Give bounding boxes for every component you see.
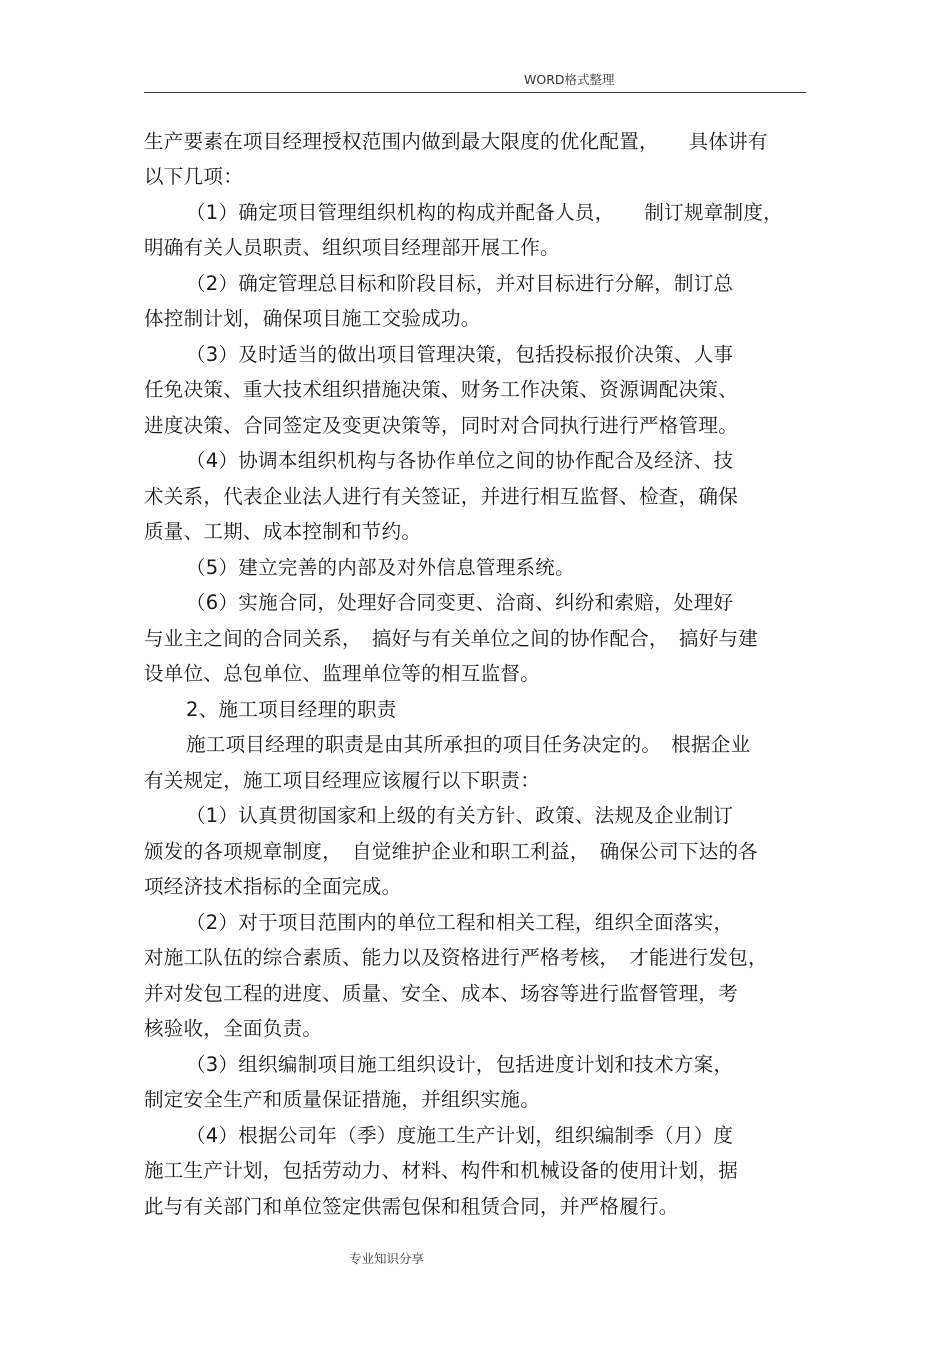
text-line: （5）建立完善的内部及对外信息管理系统。 bbox=[186, 556, 575, 579]
text-line: （3）及时适当的做出项目管理决策，包括投标报价决策、人事 bbox=[186, 343, 734, 366]
text-line: 进度决策、合同签定及变更决策等，同时对合同执行进行严格管理。 bbox=[144, 414, 739, 437]
text-line: 核验收，全面负责。 bbox=[144, 1017, 323, 1040]
text-line: 有关规定，施工项目经理应该履行以下职责： bbox=[144, 769, 541, 792]
text-line: 施工项目经理的职责是由其所承担的项目任务决定的。 根据企业 bbox=[186, 733, 751, 756]
text-line: 对施工队伍的综合素质、能力以及资格进行严格考核， 才能进行发包， bbox=[144, 946, 768, 969]
page-header bbox=[144, 68, 806, 93]
text-line: 生产要素在项目经理授权范围内做到最大限度的优化配置， 具体讲有 bbox=[144, 130, 768, 153]
page-footer: 专业知识分享 bbox=[349, 1251, 425, 1266]
text-line: 项经济技术指标的全面完成。 bbox=[144, 875, 402, 898]
text-line: 明确有关人员职责、组织项目经理部开展工作。 bbox=[144, 236, 560, 259]
text-line: （4）协调本组织机构与各协作单位之间的协作配合及经济、技 bbox=[186, 449, 734, 472]
text-line: 术关系，代表企业法人进行有关签证，并进行相互监督、检查，确保 bbox=[144, 485, 739, 508]
text-line: 体控制计划，确保项目施工交验成功。 bbox=[144, 307, 481, 330]
text-line: 任免决策、重大技术组织措施决策、财务工作决策、资源调配决策、 bbox=[144, 378, 739, 401]
header-title: WORD格式整理 bbox=[524, 72, 615, 87]
text-line: （2）对于项目范围内的单位工程和相关工程，组织全面落实， bbox=[186, 911, 734, 934]
text-line: （4）根据公司年（季）度施工生产计划，组织编制季（月）度 bbox=[186, 1124, 734, 1147]
text-line: 此与有关部门和单位签定供需包保和租赁合同，并严格履行。 bbox=[144, 1195, 679, 1218]
text-line: 颁发的各项规章制度， 自觉维护企业和职工利益， 确保公司下达的各 bbox=[144, 840, 759, 863]
text-line: 设单位、总包单位、监理单位等的相互监督。 bbox=[144, 662, 541, 685]
text-line: （1）确定项目管理组织机构的构成并配备人员， 制订规章制度， bbox=[186, 201, 783, 224]
text-line: 以下几项： bbox=[144, 165, 244, 188]
text-line: （1）认真贯彻国家和上级的有关方针、政策、法规及企业制订 bbox=[186, 804, 734, 827]
text-line: 并对发包工程的进度、质量、安全、成本、场容等进行监督管理，考 bbox=[144, 982, 739, 1005]
text-line: 2、施工项目经理的职责 bbox=[186, 698, 397, 721]
text-line: （6）实施合同，处理好合同变更、洽商、纠纷和索赔，处理好 bbox=[186, 591, 734, 614]
text-line: （3）组织编制项目施工组织设计，包括进度计划和技术方案， bbox=[186, 1053, 734, 1076]
text-line: 质量、工期、成本控制和节约。 bbox=[144, 520, 422, 543]
text-line: 施工生产计划，包括劳动力、材料、构件和机械设备的使用计划，据 bbox=[144, 1159, 739, 1182]
text-line: 制定安全生产和质量保证措施，并组织实施。 bbox=[144, 1088, 541, 1111]
text-line: 与业主之间的合同关系， 搞好与有关单位之间的协作配合， 搞好与建 bbox=[144, 627, 759, 650]
text-line: （2）确定管理总目标和阶段目标，并对目标进行分解，制订总 bbox=[186, 272, 734, 295]
